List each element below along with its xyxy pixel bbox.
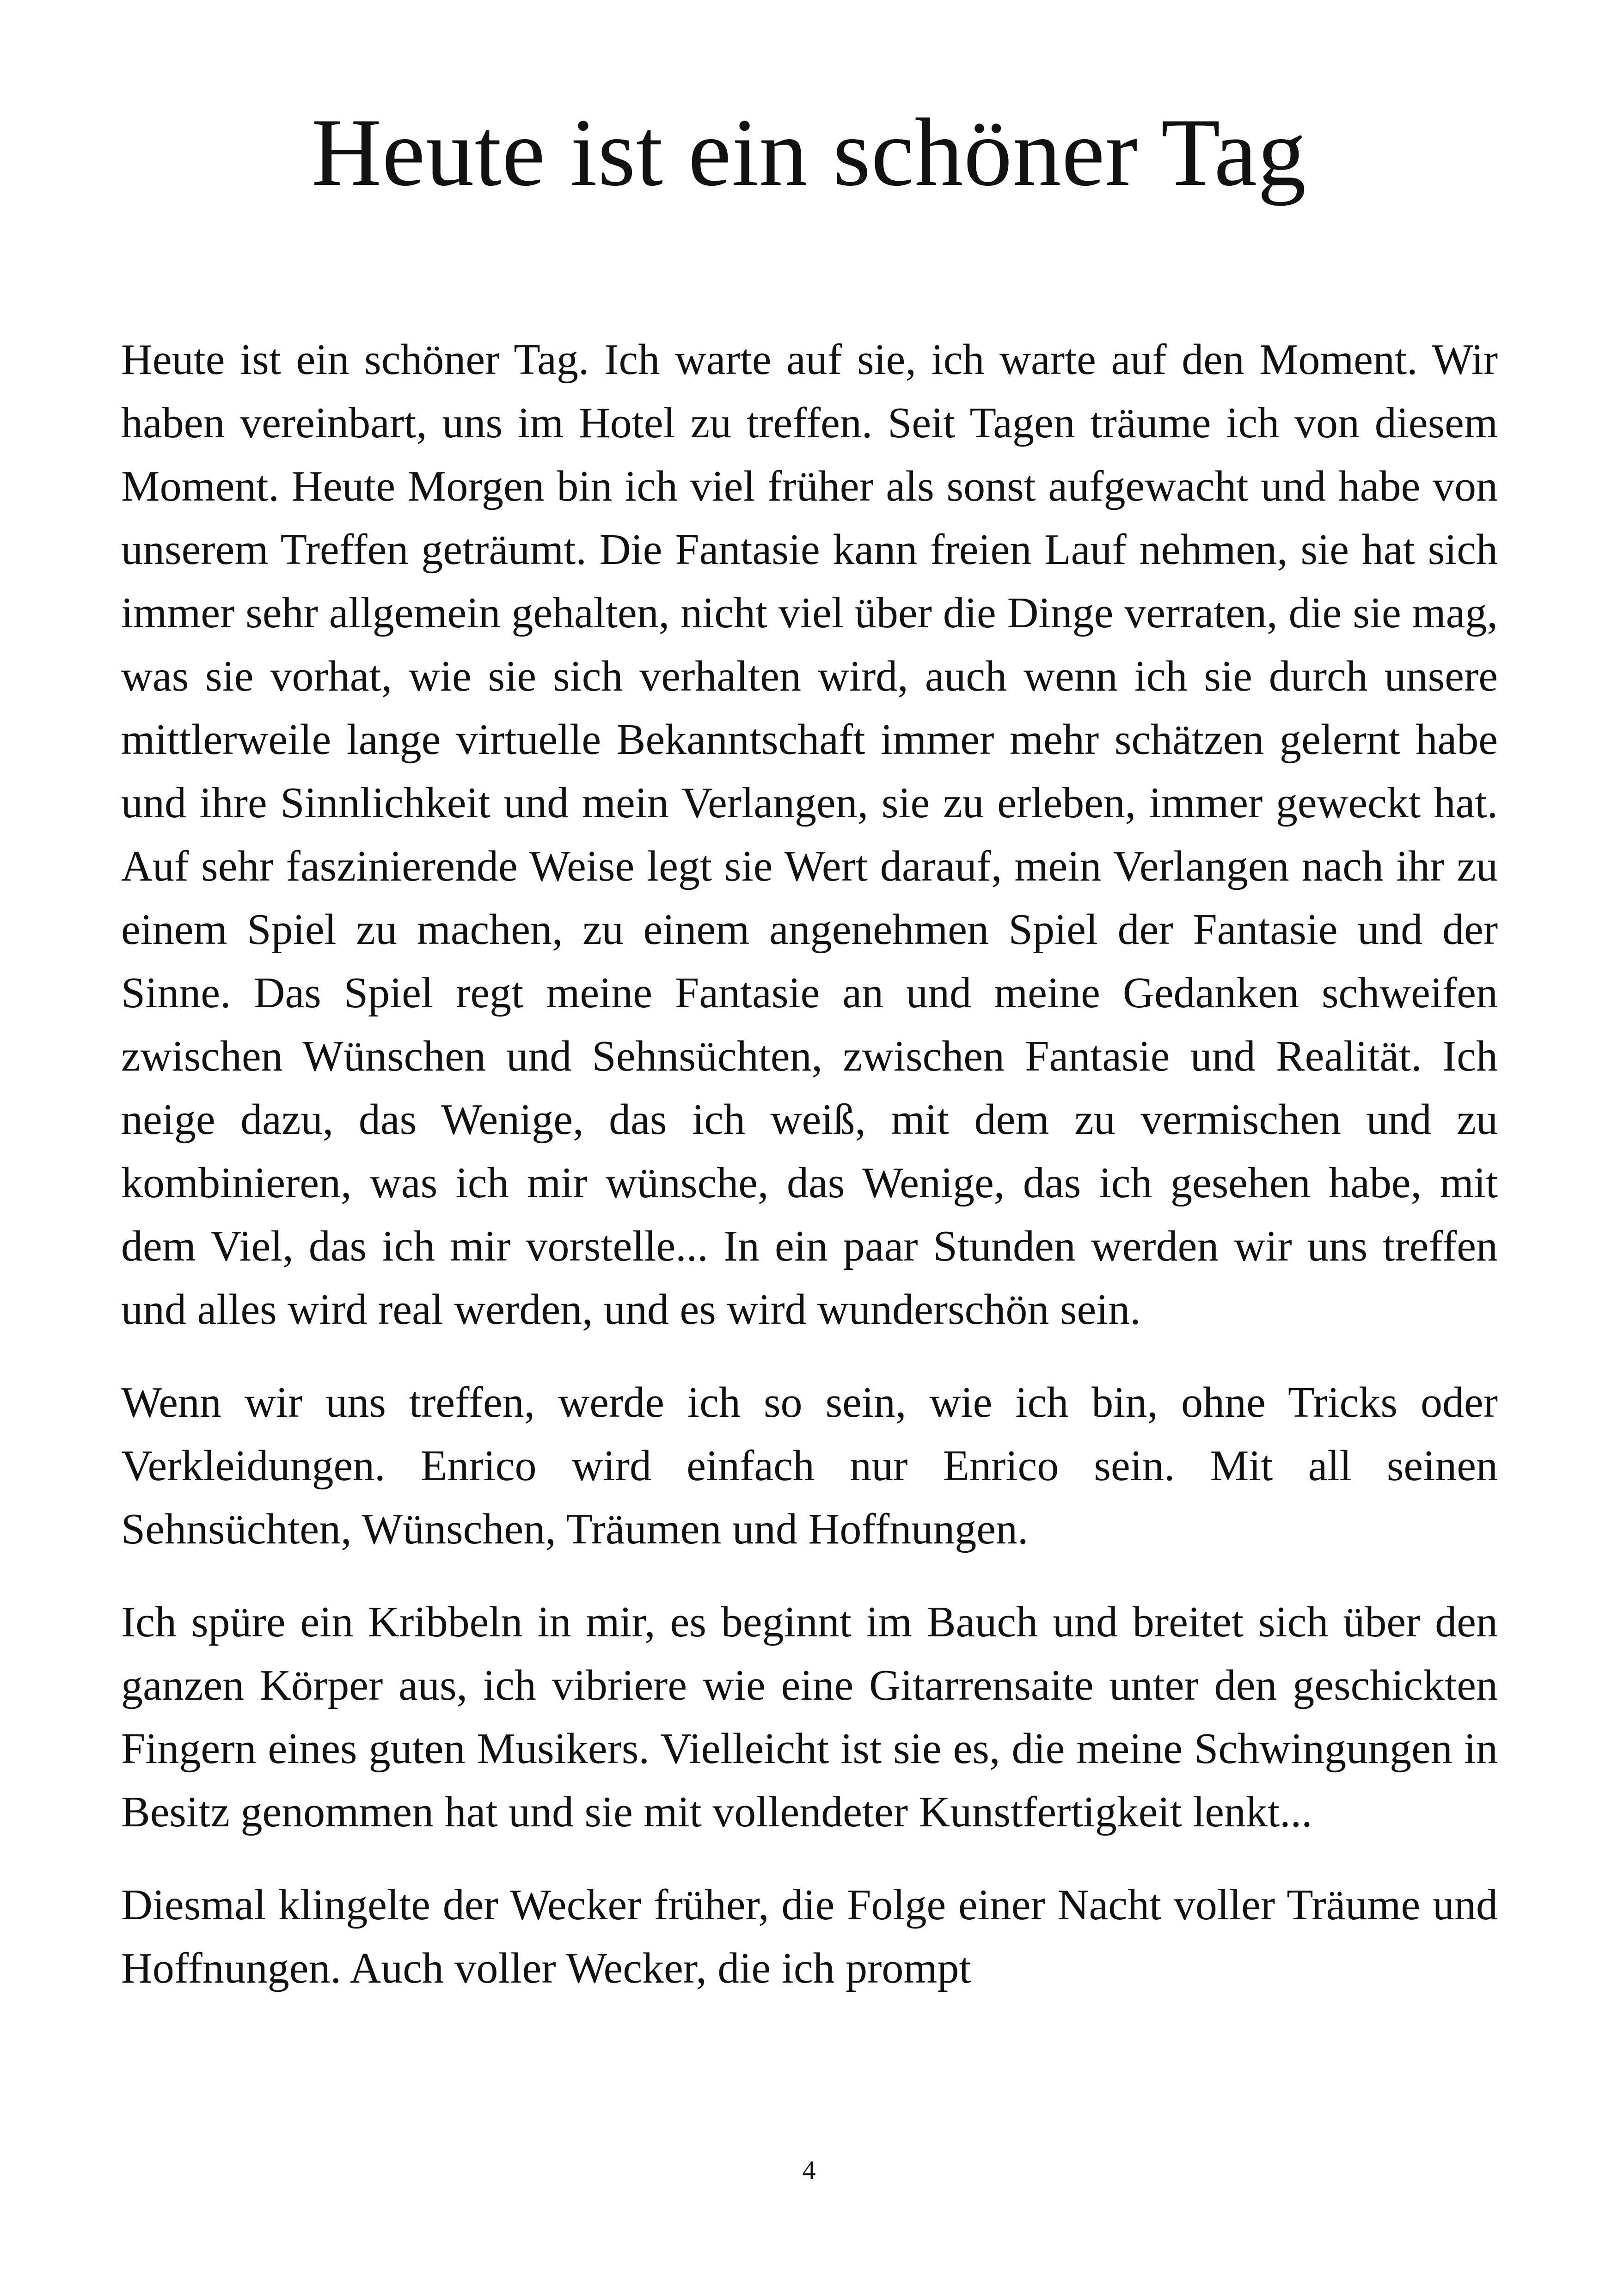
paragraph-1: Heute ist ein schöner Tag. Ich warte auf sie, ich warte auf den Moment. Wir haben vereinbart, uns im Hotel zu treffen. Seit Tagen träume ich von diesem Moment. Heute Morgen bin ich viel früher als sonst aufgewacht und habe von unserem Treffen geträumt. Die Fantasie kann freien Lauf nehmen, sie hat sich immer sehr allgemein gehalten, nicht viel über die Dinge verraten, die sie mag, was sie vorhat, wie sie sich verhalten wird, auch wenn ich sie durch unsere mittlerweile lange virtuelle Bekanntschaft immer mehr schätzen gelernt habe und ihre Sinnlichkeit und mein Verlangen, sie zu erleben, immer geweckt hat. Auf sehr faszinierende Weise legt sie Wert darauf, mein Verlangen nach ihr zu einem Spiel zu machen, zu einem angenehmen Spiel der Fantasie und der Sinne. Das Spiel regt meine Fantasie an und meine Gedanken schweifen zwischen Wünschen und Sehnsüchten, zwischen Fantasie und Realität. Ich neige dazu, das Wenige, das ich weiß, mit dem zu vermischen und zu kombinieren, was ich mir wünsche, das Wenige, das ich gesehen habe, mit dem Viel, das ich mir vorstelle... In ein paar Stunden werden wir uns treffen und alles wird real werden, und es wird wunderschön sein. <box>121 336 1498 1334</box>
page-number: 4 <box>802 2155 816 2185</box>
document-body <box>121 328 1498 2030</box>
paragraph-4: Diesmal klingelte der Wecker früher, die Folge einer Nacht voller Träume und Hoffnungen. Auch voller Wecker, die ich prompt <box>121 1881 1498 1992</box>
paragraph-2: Wenn wir uns treffen, werde ich so sein, wie ich bin, ohne Tricks oder Verkleidungen. Enrico wird einfach nur Enrico sein. Mit all seinen Sehnsüchten, Wünschen, Träumen und Hoffnungen. <box>121 1378 1498 1553</box>
document-title: Heute ist ein schöner Tag <box>311 99 1307 206</box>
paragraph-3: Ich spüre ein Kribbeln in mir, es beginnt im Bauch und breitet sich über den ganzen Körper aus, ich vibriere wie eine Gitarrensaite unter den geschickten Fingern eines guten Musikers. Vielleicht ist sie es, die meine Schwingungen in Besitz genommen hat und sie mit vollendeter Kunstfertigkeit lenkt... <box>121 1598 1498 1836</box>
